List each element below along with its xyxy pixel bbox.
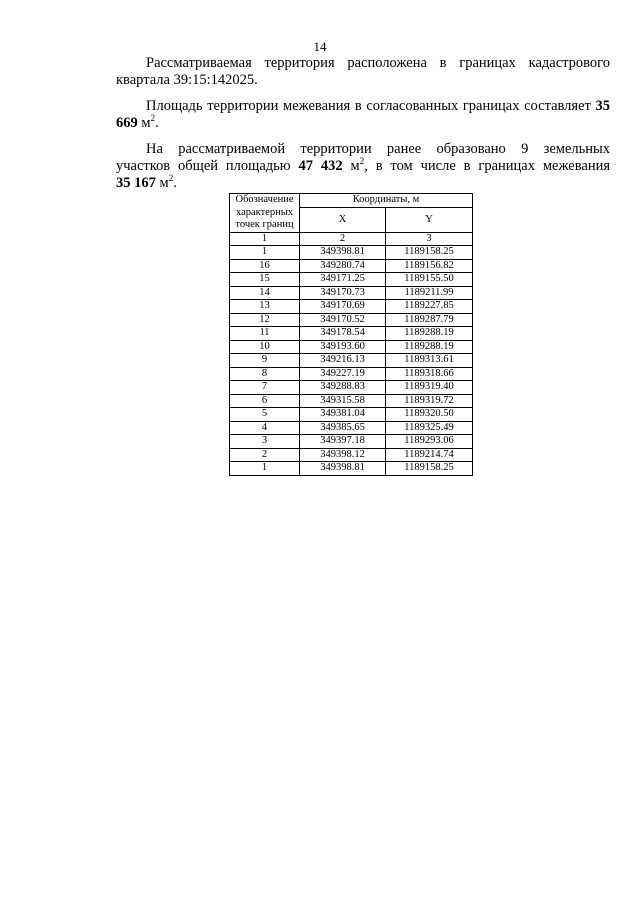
x-coordinate-cell: 349170.52 [300,313,386,327]
x-coordinate-cell: 349385.65 [300,421,386,435]
point-number-cell: 1 [230,462,300,476]
point-number-cell: 16 [230,259,300,273]
y-coordinate-cell: 1189288.19 [386,327,473,341]
point-number-cell: 12 [230,313,300,327]
y-coordinate-cell: 1189319.72 [386,394,473,408]
x-coordinate-cell: 349171.25 [300,273,386,287]
x-coordinate-cell: 349315.58 [300,394,386,408]
x-coordinate-cell: 349216.13 [300,354,386,368]
y-coordinate-cell: 1189158.25 [386,246,473,260]
table-row [230,286,473,300]
table-row [230,340,473,354]
x-coordinate-cell: 349170.73 [300,286,386,300]
table-row [230,435,473,449]
paragraph-survey-area [116,98,610,132]
table-row [230,246,473,260]
paragraph-text: Площадь территории межевания в согласованных границах составляет [146,98,591,114]
point-number-cell: 2 [230,448,300,462]
y-header: Y [386,207,473,232]
y-coordinate-cell: 1189293.06 [386,435,473,449]
table-row [230,381,473,395]
survey-area-value: 35 669 [116,98,611,131]
y-coordinate-cell: 1189158.25 [386,462,473,476]
paragraph-text: участков общей площадью [116,158,291,174]
y-coordinate-cell: 1189211.99 [386,286,473,300]
x-coordinate-cell: 349398.12 [300,448,386,462]
boundary-coordinates-table [229,193,473,476]
area-unit: м [141,115,151,131]
table-row [230,300,473,314]
coordinates-table-body [230,246,473,476]
coordinates-header: Координаты, м [300,194,473,208]
point-number-cell: 1 [230,246,300,260]
table-row [230,408,473,422]
y-coordinate-cell: 1189156.82 [386,259,473,273]
point-number-cell: 5 [230,408,300,422]
paragraph-land-plots [116,141,610,192]
table-row [230,273,473,287]
column-number: 2 [300,232,386,246]
x-coordinate-cell: 349178.54 [300,327,386,341]
x-coordinate-cell: 349280.74 [300,259,386,273]
y-coordinate-cell: 1189227.85 [386,300,473,314]
table-row [230,327,473,341]
table-row [230,259,473,273]
table-row [230,354,473,368]
x-coordinate-cell: 349193.60 [300,340,386,354]
paragraph-text: На рассматриваемой территории ранее образовано 9 земельных [146,141,610,157]
total-plots-area-value: 47 432 [298,158,343,174]
y-coordinate-cell: 1189287.79 [386,313,473,327]
x-coordinate-cell: 349381.04 [300,408,386,422]
point-number-cell: 14 [230,286,300,300]
y-coordinate-cell: 1189313.61 [386,354,473,368]
sentence-end: . [155,115,159,131]
point-number-cell: 3 [230,435,300,449]
y-coordinate-cell: 1189319.40 [386,381,473,395]
area-unit-superscript: 2 [150,113,156,124]
table-row [230,367,473,381]
table-row [230,448,473,462]
area-unit-superscript: 2 [359,156,365,167]
area-unit: м [159,175,169,191]
area-unit-superscript: 2 [168,173,174,184]
y-coordinate-cell: 1189325.49 [386,421,473,435]
paragraph-territory-location [116,55,610,89]
column-number: 3 [386,232,473,246]
point-number-cell: 13 [230,300,300,314]
table-row [230,421,473,435]
x-coordinate-cell: 349397.18 [300,435,386,449]
point-number-cell: 10 [230,340,300,354]
x-coordinate-cell: 349398.81 [300,246,386,260]
paragraph-text: , в том числе в границах межевания [364,158,611,174]
table-row [230,394,473,408]
y-coordinate-cell: 1189214.74 [386,448,473,462]
x-coordinate-cell: 349288.83 [300,381,386,395]
paragraph-third-line [116,175,610,192]
point-number-cell: 6 [230,394,300,408]
x-coordinate-cell: 349398.81 [300,462,386,476]
x-coordinate-cell: 349227.19 [300,367,386,381]
y-coordinate-cell: 1189318.66 [386,367,473,381]
point-number-cell: 11 [230,327,300,341]
boundary-area-value: 35 167 [116,175,156,191]
point-designation-header: Обозначение характерных точек границ [230,194,300,233]
paragraph-text: Рассматриваемая территория расположена в границах кадастрового квартала 39:15:142025. [116,55,610,88]
x-coordinate-cell: 349170.69 [300,300,386,314]
column-number: 1 [230,232,300,246]
paragraph-second-line [116,158,610,175]
point-number-cell: 9 [230,354,300,368]
y-coordinate-cell: 1189320.50 [386,408,473,422]
point-number-cell: 4 [230,421,300,435]
page-number: 14 [313,39,327,54]
point-number-cell: 7 [230,381,300,395]
x-header: X [300,207,386,232]
y-coordinate-cell: 1189288.19 [386,340,473,354]
table-row [230,313,473,327]
point-number-cell: 8 [230,367,300,381]
table-row [230,462,473,476]
sentence-end: . [173,175,177,191]
area-unit: м [350,158,360,174]
point-number-cell: 15 [230,273,300,287]
y-coordinate-cell: 1189155.50 [386,273,473,287]
